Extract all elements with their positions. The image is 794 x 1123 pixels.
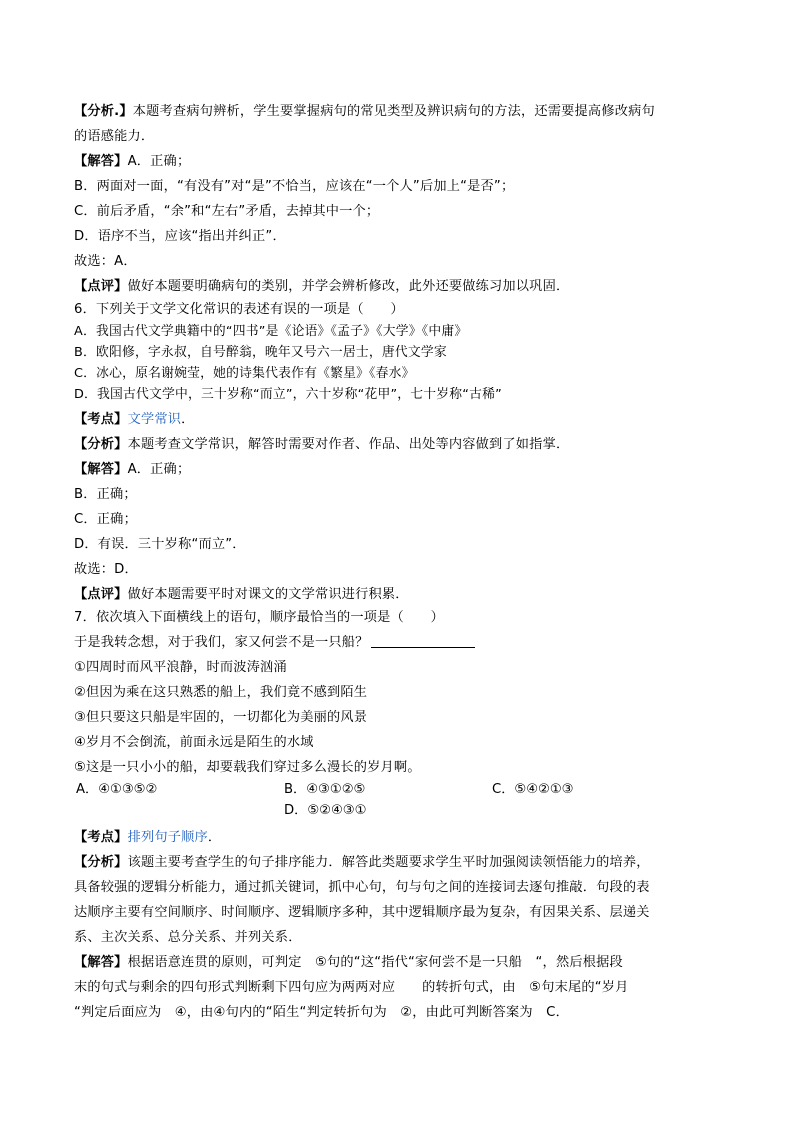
q7-analysis-line-1: 【分析】该题主要考查学生的句子排序能力．解答此类题要求学生平时加强阅读领悟能力的培养， xyxy=(74,855,650,870)
q6-comment: 【点评】做好本题需要平时对课文的文学常识进行积累． xyxy=(74,587,409,602)
q7-option-d: D．⑤②④③① xyxy=(284,803,367,818)
q6-analysis: 【分析】本题考查文学常识，解答时需要对作者、作品、出处等内容做到了如指掌． xyxy=(74,437,570,452)
q7-answer-line-1: 【解答】根据语意连贯的原则，可判定 ⑤句的“这“指代“家何尝不是一只船 “，然后根据段 xyxy=(74,955,623,970)
q7-lead-sentence: 于是我转念想，对于我们，家又何尝不是一只船？ xyxy=(74,633,475,653)
q7-option-a: A．④①③⑤② xyxy=(76,782,158,797)
q7-answer-line-2: 末的句式与剩余的四句形式判断剩下四句应为两两对应 的转折句式，由 ⑤句末尾的“岁月 xyxy=(74,980,629,995)
q5-analysis-line-1: 【分析.】本题考查病句辨析，学生要掌握病句的常见类型及辨识病句的方法，还需要提高修改病句 xyxy=(74,104,655,119)
q6-answer-a: 【解答】A．正确； xyxy=(74,462,191,477)
point-tag: 【考点】 xyxy=(74,412,128,427)
analysis-tag: 【分析.】 xyxy=(74,104,133,119)
answer-tag: 【解答】 xyxy=(74,154,128,169)
knowledge-point-link[interactable]: 排列句子顺序 xyxy=(127,830,208,845)
q7-sentence-4: ④岁月不会倒流，前面永远是陌生的水域 xyxy=(74,735,314,750)
q5-answer-a: 【解答】A．正确； xyxy=(74,154,191,169)
fill-blank xyxy=(371,633,475,648)
answer-tag: 【解答】 xyxy=(74,955,128,970)
q5-answer-b: B．两面对一面，“有没有”对“是”不恰当，应该在“一个人”后加上“是否”； xyxy=(74,179,515,194)
q7-stem: 7．依次填入下面横线上的语句，顺序最恰当的一项是（ ） xyxy=(74,610,445,625)
q7-analysis-line-3: 达顺序主要有空间顺序、时间顺序、逻辑顺序多种，其中逻辑顺序最为复杂，有因果关系、层递关 xyxy=(74,905,650,920)
q7-option-b: B．④③①②⑤ xyxy=(284,782,366,797)
q6-option-d: D．我国古代文学中，三十岁称“而立”，六十岁称“花甲”，七十岁称“古稀” xyxy=(74,387,502,402)
q5-comment: 【点评】做好本题要明确病句的类别，并学会辨析修改，此外还要做练习加以巩固． xyxy=(74,279,570,294)
q7-sentence-2: ②但因为乘在这只熟悉的船上，我们竟不感到陌生 xyxy=(74,685,368,700)
q6-knowledge-point: 【考点】文学常识． xyxy=(74,412,195,427)
q5-analysis-line-2: 的语感能力． xyxy=(74,129,155,144)
q6-answer-c: C．正确； xyxy=(74,512,137,527)
q7-sentence-3: ③但只要这只船是牢固的，一切都化为美丽的风景 xyxy=(74,710,368,725)
comment-tag: 【点评】 xyxy=(74,279,128,294)
q5-answer-d: D．语序不当，应该“指出并纠正”． xyxy=(74,229,286,244)
q5-answer-c: C．前后矛盾，“余”和“左右”矛盾，去掉其中一个； xyxy=(74,204,380,219)
q6-choice: 故选：D． xyxy=(74,562,138,577)
analysis-tag: 【分析】 xyxy=(74,437,128,452)
q6-answer-d: D．有误．三十岁称“而立”． xyxy=(74,537,246,552)
q7-sentence-5: ⑤这是一只小小的船，却要载我们穿过多么漫长的岁月啊。 xyxy=(74,760,421,775)
knowledge-point-link[interactable]: 文学常识 xyxy=(127,412,182,427)
q6-option-c: C．冰心，原名谢婉莹，她的诗集代表作有《繁星》《春水》 xyxy=(74,366,415,381)
comment-tag: 【点评】 xyxy=(74,587,128,602)
q7-knowledge-point: 【考点】排列句子顺序． xyxy=(74,830,222,845)
q6-option-a: A．我国古代文学典籍中的“四书”是《论语》《孟子》《大学》《中庸》 xyxy=(74,324,468,339)
q7-option-c: C．⑤④②①③ xyxy=(492,782,574,797)
q7-sentence-1: ①四周时而风平浪静，时而波涛汹涌 xyxy=(74,660,287,675)
q7-analysis-line-4: 系、主次关系、总分关系、并列关系． xyxy=(74,930,302,945)
q7-answer-line-3: “判定后面应为 ④，由④句内的“陌生“判定转折句为 ②，由此可判断答案为 C． xyxy=(74,1005,569,1020)
answer-tag: 【解答】 xyxy=(74,462,128,477)
q6-answer-b: B．正确； xyxy=(74,487,137,502)
point-tag: 【考点】 xyxy=(74,830,128,845)
analysis-tag: 【分析】 xyxy=(74,855,128,870)
q7-analysis-line-2: 具备较强的逻辑分析能力，通过抓关键词，抓中心句，句与句之间的连接词去逐句推敲．句段的表 xyxy=(74,880,650,895)
q5-choice: 故选：A． xyxy=(74,254,137,269)
q6-option-b: B．欧阳修，字永叔，自号醉翁，晚年又号六一居士，唐代文学家 xyxy=(74,345,447,360)
q6-stem: 6．下列关于文学文化常识的表述有误的一项是（ ） xyxy=(74,302,404,317)
